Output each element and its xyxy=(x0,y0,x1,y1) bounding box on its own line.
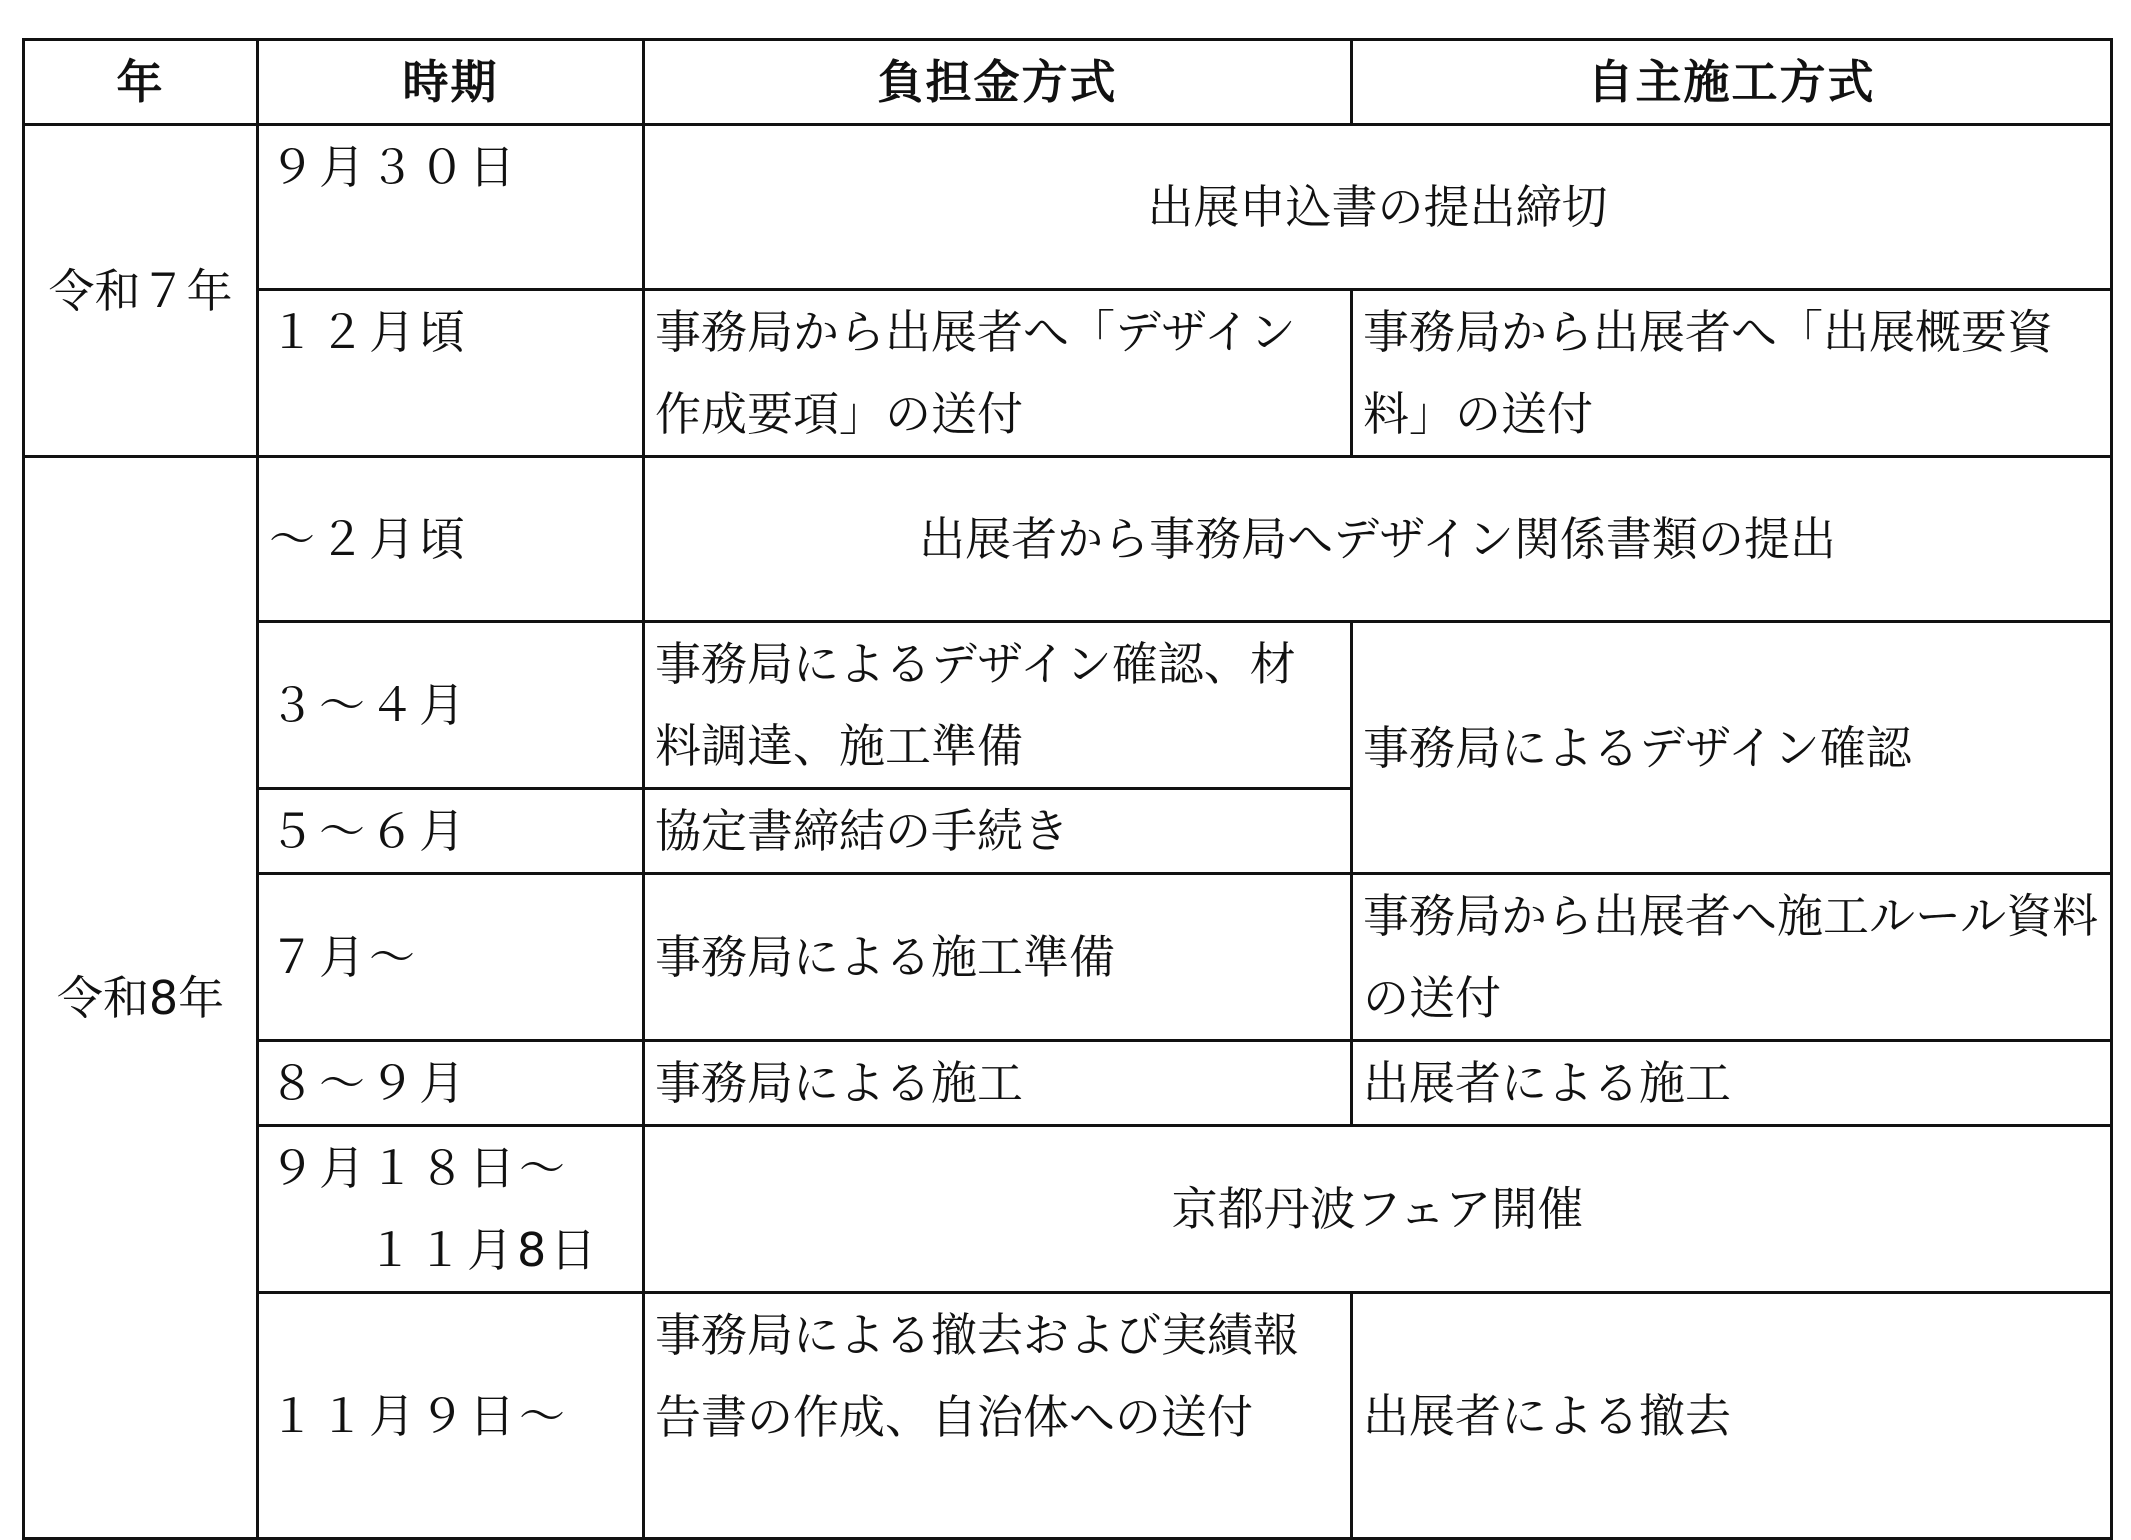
self-cell: 事務局から出展者へ「出展概要資料」の送付 xyxy=(1352,290,2112,457)
period-cell: ８～９月 xyxy=(258,1041,644,1126)
schedule-table xyxy=(22,38,2113,1540)
header-self: 自主施工方式 xyxy=(1352,40,2112,125)
burden-cell: 事務局による施工 xyxy=(644,1041,1352,1126)
burden-cell: 事務局によるデザイン確認、材料調達、施工準備 xyxy=(644,622,1352,789)
period-cell: １２月頃 xyxy=(258,290,644,457)
burden-cell: 事務局による施工準備 xyxy=(644,874,1352,1041)
period-cell xyxy=(258,1126,644,1293)
merged-cell: 出展者から事務局へデザイン関係書類の提出 xyxy=(644,457,2112,622)
period-cell: ～２月頃 xyxy=(258,457,644,622)
period-cell: ９月３０日 xyxy=(258,125,644,290)
self-cell: 出展者による撤去 xyxy=(1352,1293,2112,1539)
table-row xyxy=(24,1126,2112,1293)
header-burden: 負担金方式 xyxy=(644,40,1352,125)
self-cell: 事務局によるデザイン確認 xyxy=(1352,622,2112,874)
merged-cell: 京都丹波フェア開催 xyxy=(644,1126,2112,1293)
period-cell: ７月～ xyxy=(258,874,644,1041)
burden-cell: 事務局から出展者へ「デザイン作成要項」の送付 xyxy=(644,290,1352,457)
period-line: １１月8日 xyxy=(367,1223,601,1277)
header-row xyxy=(24,40,2112,125)
burden-cell: 協定書締結の手続き xyxy=(644,789,1352,874)
table-row xyxy=(24,874,2112,1041)
period-cell: ５～６月 xyxy=(258,789,644,874)
table-row xyxy=(24,290,2112,457)
header-period: 時期 xyxy=(258,40,644,125)
table-row xyxy=(24,1293,2112,1539)
self-cell: 出展者による施工 xyxy=(1352,1041,2112,1126)
burden-cell: 事務局による撤去および実績報告書の作成、自治体への送付 xyxy=(644,1293,1352,1539)
year-cell: 令和７年 xyxy=(24,125,258,457)
period-cell: ３～４月 xyxy=(258,622,644,789)
table-row xyxy=(24,622,2112,789)
year-cell: 令和8年 xyxy=(24,457,258,1539)
table-row xyxy=(24,125,2112,290)
period-cell: １１月９日～ xyxy=(258,1293,644,1539)
merged-cell: 出展申込書の提出締切 xyxy=(644,125,2112,290)
table-row xyxy=(24,1041,2112,1126)
table-row xyxy=(24,457,2112,622)
self-cell: 事務局から出展者へ施工ルール資料の送付 xyxy=(1352,874,2112,1041)
header-year: 年 xyxy=(24,40,258,125)
period-line: ９月１８日～ xyxy=(269,1141,569,1195)
